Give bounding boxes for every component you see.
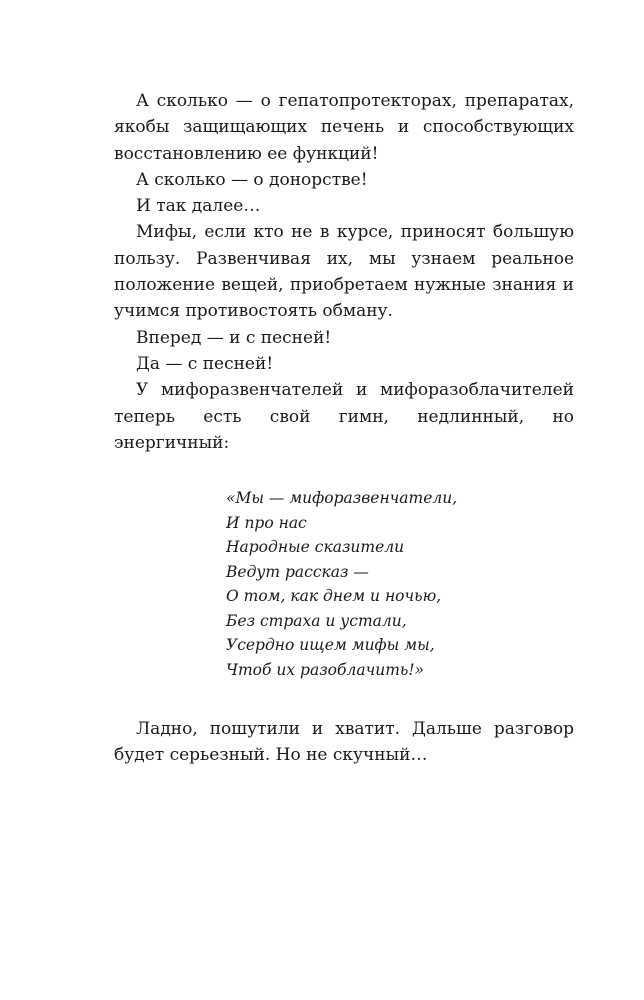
paragraph-anthem-intro: У мифоразвенчателей и мифоразоблачителей теперь есть свой гимн, недлинный, но энергичный:	[114, 380, 574, 453]
poem-line: Чтоб их разоблачить!»	[226, 660, 425, 679]
poem-line: «Мы — мифоразвенчатели,	[226, 489, 458, 508]
page-text	[114, 88, 574, 769]
paragraph-and-so-on: И так далее…	[136, 196, 261, 217]
paragraph-forward-with-song: Вперед — и с песней!	[136, 327, 332, 348]
paragraph-myths-benefit: Мифы, если кто не в курсе, приносят большую пользу. Развенчивая их, мы узнаем реальное положение вещей, приобретаем нужные знания и учимся противостоять обману.	[114, 222, 574, 322]
poem-anthem	[114, 486, 574, 682]
paragraph-hepatoprotectors: А сколько — о гепатопротекторах, препаратах, якобы защищающих печень и способствующих восстановлению ее функций!	[114, 91, 574, 164]
poem-line: Народные сказители	[226, 538, 405, 557]
paragraph-yes-with-song: Да — с песней!	[136, 353, 274, 374]
paragraph-joking-aside: Ладно, пошутили и хватит. Дальше разговор будет серьезный. Но не скучный…	[114, 719, 574, 766]
poem-line: Усердно ищем мифы мы,	[226, 636, 435, 655]
poem-line: О том, как днем и ночью,	[226, 587, 442, 606]
poem-line: Без страха и устали,	[226, 611, 407, 630]
paragraph-donorship: А сколько — о донорстве!	[136, 169, 368, 190]
poem-line: И про нас	[226, 513, 307, 532]
poem-line: Ведут рассказ —	[226, 562, 369, 581]
